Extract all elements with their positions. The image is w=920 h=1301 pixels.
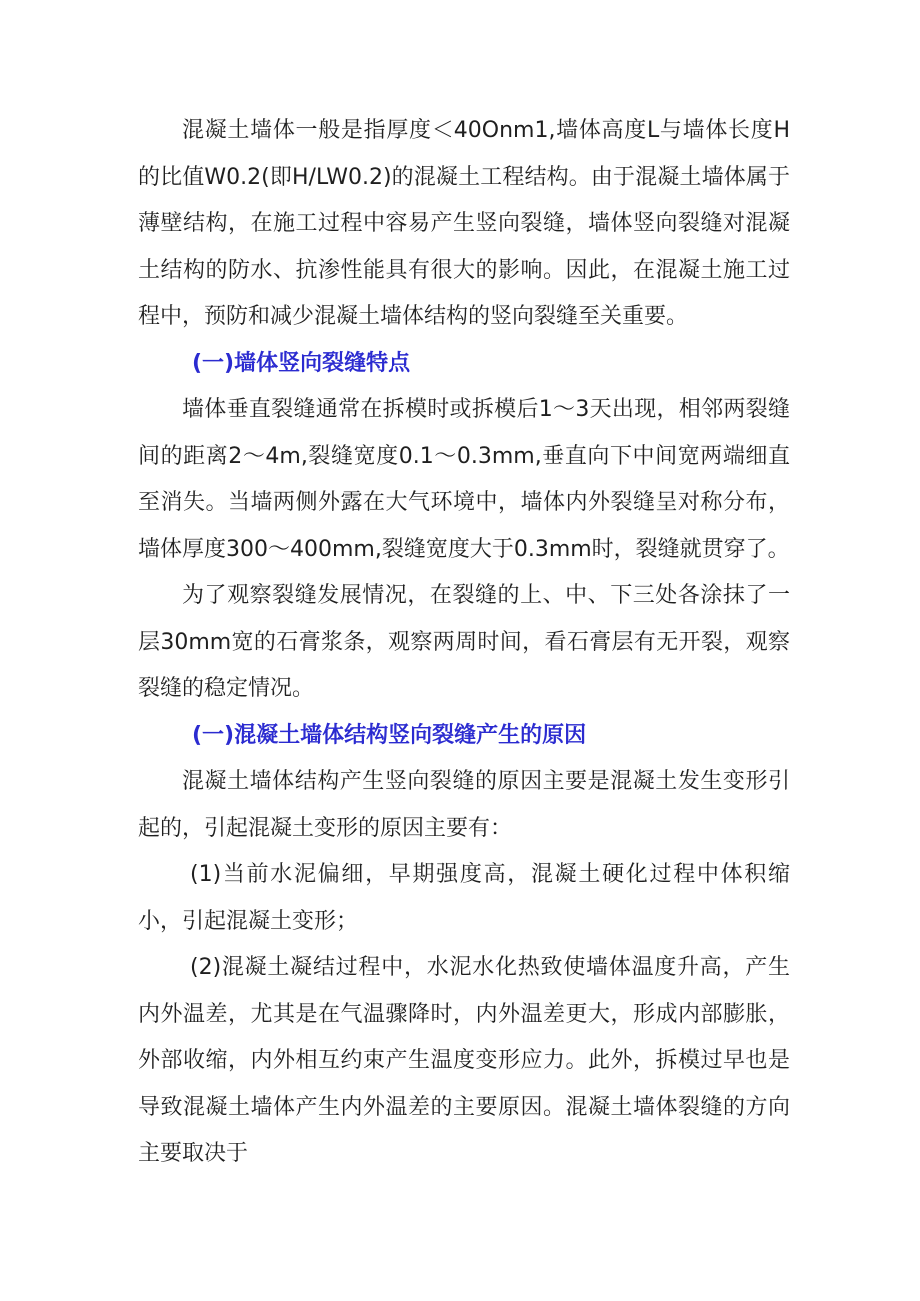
causes-intro-paragraph: 混凝土墙体结构产生竖向裂缝的原因主要是混凝土发生变形引起的，引起混凝土变形的原因主要有： (138, 769, 790, 841)
document-body (138, 108, 790, 1178)
cause-item-2: (2)混凝土凝结过程中，水泥水化热致使墙体温度升高，产生内外温差，尤其是在气温骤降时，内外温差更大，形成内部膨胀，外部收缩，内外相互约束产生温度变形应力。此外，拆模过早也是导致混凝土墙体产生内外温差的主要原因。混凝土墙体裂缝的方向主要取决于 (138, 955, 790, 1166)
section-heading-crack-causes: (一)混凝土墙体结构竖向裂缝产生的原因 (192, 722, 587, 748)
cause-item-1: (1)当前水泥偏细，早期强度高，混凝土硬化过程中体积缩小，引起混凝土变形； (138, 862, 790, 934)
intro-paragraph: 混凝土墙体一般是指厚度＜40Onm1,墙体高度L与墙体长度H的比值W0.2(即H/LW0.2)的混凝土工程结构。由于混凝土墙体属于薄壁结构，在施工过程中容易产生竖向裂缝，墙体竖向裂缝对混凝土结构的防水、抗渗性能具有很大的影响。因此，在混凝土施工过程中，预防和减少混凝土墙体结构的竖向裂缝至关重要。 (138, 118, 790, 329)
section-heading-crack-features: (一)墙体竖向裂缝特点 (192, 350, 411, 376)
crack-features-paragraph: 墙体垂直裂缝通常在拆模时或拆模后1～3天出现，相邻两裂缝间的距离2～4m,裂缝宽度0.1～0.3mm,垂直向下中间宽两端细直至消失。当墙两侧外露在大气环境中，墙体内外裂缝呈对称分布，墙体厚度300～400mm,裂缝宽度大于0.3mm时，裂缝就贯穿了。 (138, 397, 790, 562)
observation-paragraph: 为了观察裂缝发展情况，在裂缝的上、中、下三处各涂抹了一层30mm宽的石膏浆条，观察两周时间，看石膏层有无开裂，观察裂缝的稳定情况。 (138, 583, 790, 701)
